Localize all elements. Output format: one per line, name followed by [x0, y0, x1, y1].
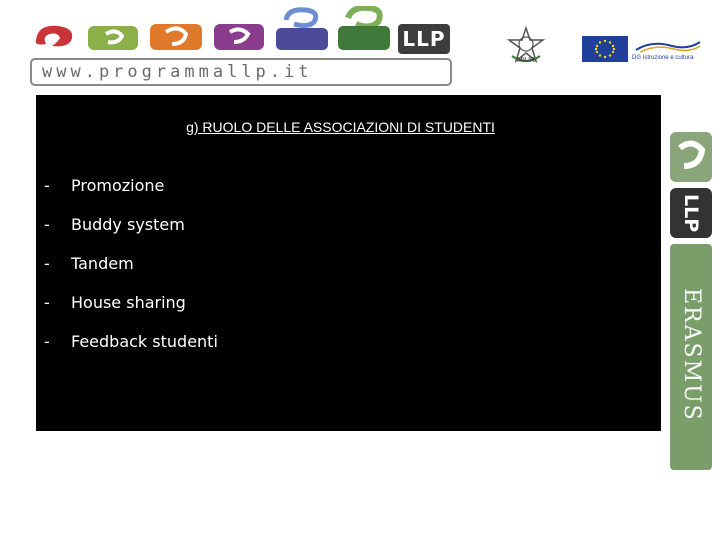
blue-swirl-icon [274, 6, 330, 52]
purple-swirl-icon [212, 20, 266, 52]
bullet-dash: - [44, 293, 50, 312]
side-llp-badge [670, 188, 712, 238]
miur-label: MIUR [517, 57, 535, 64]
website-url[interactable]: www.programmallp.it [30, 58, 452, 86]
programma-llp-logo [24, 6, 464, 58]
bullet-text: House sharing [71, 293, 186, 312]
slide-title: g) RUOLO DELLE ASSOCIAZIONI DI STUDENTI [186, 119, 495, 135]
side-swirl-icon [670, 132, 712, 182]
lightgreen-swirl-icon [336, 6, 392, 52]
llp-badge: LLP [398, 24, 450, 54]
dg-education-label: DG Istruzione e cultura [632, 55, 694, 61]
orange-swirl-icon [148, 20, 204, 52]
green-swirl-icon [86, 20, 140, 52]
eu-flag-icon [582, 36, 628, 62]
side-llp-text: LLP [680, 193, 702, 233]
bullet-text: Promozione [71, 176, 165, 195]
bullet-text: Buddy system [71, 215, 185, 234]
erasmus-side-bar [670, 132, 712, 470]
bullet-dash: - [44, 176, 50, 195]
erasmus-text: ERASMUS [679, 288, 704, 422]
bullet-text: Feedback studenti [71, 332, 218, 351]
bullet-dash: - [44, 215, 50, 234]
slide-content [36, 95, 661, 431]
bullet-dash: - [44, 254, 50, 273]
red-swirl-icon [28, 20, 78, 52]
erasmus-banner [670, 244, 712, 470]
bullet-dash: - [44, 332, 50, 351]
bullet-text: Tandem [71, 254, 134, 273]
